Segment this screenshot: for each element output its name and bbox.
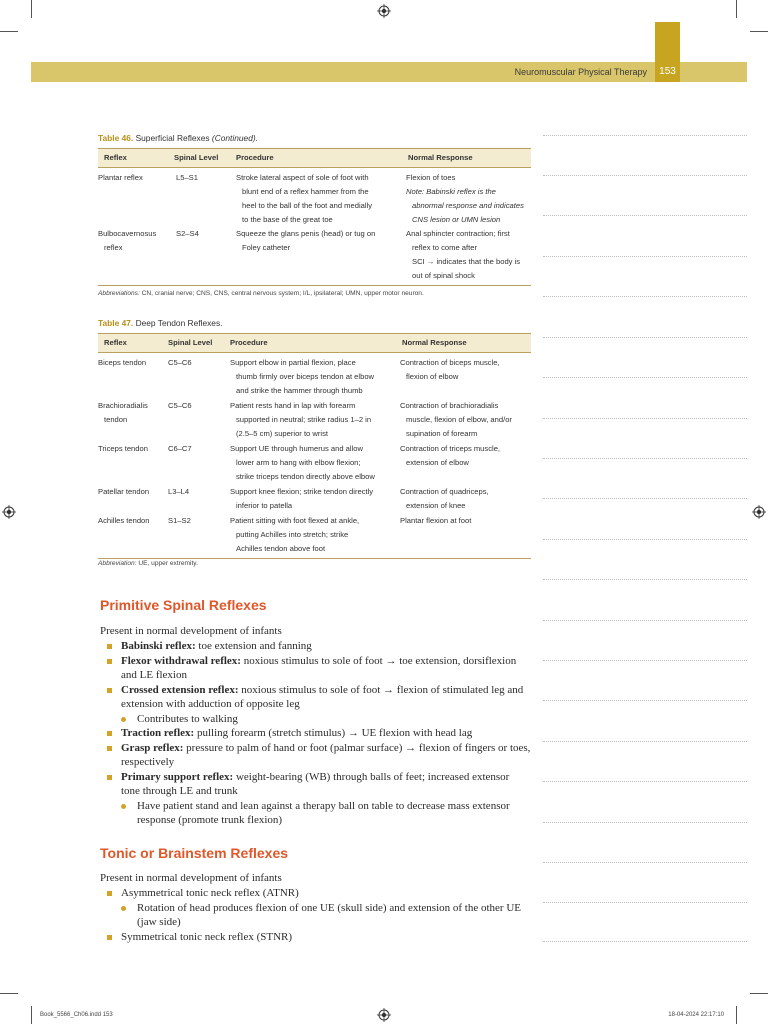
primitive-reflex-list [107,639,531,828]
reflex-cell: Biceps tendon [98,358,147,367]
response-cell: Anal sphincter contraction; first reflex to come after SCI → indicates that the body is out of spinal shock [402,227,531,286]
level-cell: L5–S1 [176,173,198,182]
sub-list-item: Rotation of head produces flexion of one UE (skull side) and extension of the other UE (jaw side) [107,901,531,930]
table47-caption: Table 47. Deep Tendon Reflexes. [98,318,223,328]
level-cell: S2–S4 [168,227,230,286]
crop-mark [736,1006,737,1024]
list-item: Primary support reflex: weight-bearing (WB) through balls of feet; increased extensor tone through LE and trunk [107,770,531,799]
table46-caption: Table 46. Superficial Reflexes (Continued). [98,133,258,143]
list-item: Symmetrical tonic neck reflex (STNR) [107,930,531,945]
list-item: Traction reflex: pulling forearm (stretch stimulus) → UE flexion with head lag [107,726,531,741]
crop-mark [31,0,32,18]
section-intro: Present in normal development of infants [100,625,282,637]
reflex-cell: Achilles tendon [98,513,162,559]
table-row [98,168,531,228]
table47-abbreviation: Abbreviation: UE, upper extremity. [98,560,198,567]
sub-list-item: Contributes to walking [107,712,531,727]
response-cell: Plantar flexion at foot [396,513,531,559]
response-cell: Contraction of biceps muscle, flexion of elbow [400,358,500,381]
table-row [98,353,531,399]
sub-list-item: Have patient stand and lean against a therapy ball on table to decrease mass extensor response (promote trunk flexion) [107,799,531,828]
procedure-cell: Support elbow in partial flexion, place thumb firmly over biceps tendon at elbow and strike the hammer through thumb [230,358,375,395]
list-item: Flexor withdrawal reflex: noxious stimulus to sole of foot → toe extension, dorsiflexion and LE flexion [107,654,531,683]
list-item: Babinski reflex: toe extension and fanning [107,639,531,654]
list-item: Asymmetrical tonic neck reflex (ATNR) [107,886,531,901]
procedure-cell: Patient rests hand in lap with forearm supported in neutral; strike radius 1–2 in (2.5–5 cm) superior to wrist [230,401,372,438]
footer-file: Book_5566_Ch06.indd 153 [40,1012,113,1018]
column-header: Normal Response [396,334,531,353]
table46-abbreviations: Abbreviations: CN, cranial nerve; CNS, CNS, central nervous system; I/L, ipsilateral; UMN, upper motor neuron. [98,290,424,297]
registration-mark-icon [377,1008,391,1022]
level-cell: C6–C7 [168,444,192,453]
column-header: Spinal Level [162,334,224,353]
crop-mark [736,0,737,18]
level-cell: C5–C6 [168,358,192,367]
table46 [98,148,531,286]
table-row [98,398,531,441]
crop-mark [750,31,768,32]
response-cell: Flexion of toes Note: Babinski reflex is the abnormal response and indicates CNS lesion or UMN lesion [406,173,524,224]
registration-mark-icon [2,505,16,519]
response-cell: Contraction of brachioradialis muscle, flexion of elbow, and/or supination of forearm [400,401,512,438]
table47 [98,333,531,559]
table-header-row [98,149,531,168]
procedure-cell: Stroke lateral aspect of sole of foot with blunt end of a reflex hammer from the heel to the ball of the foot and medially to the base of the great toe [236,173,373,224]
column-header: Procedure [230,149,402,168]
reflex-cell: Plantar reflex [98,173,143,182]
reflex-cell: Bulbocavernosus reflex [98,227,168,286]
table-row [98,513,531,559]
level-cell: S1–S2 [162,513,224,559]
column-header: Reflex [98,334,162,353]
level-cell: L3–L4 [168,487,190,496]
crop-mark [31,1006,32,1024]
level-cell: C5–C6 [168,401,192,410]
table-row [98,227,531,286]
procedure-cell: Support UE through humerus and allow lower arm to hang with elbow flexion; strike triceps tendon directly above elbow [230,444,375,481]
crop-mark [0,31,18,32]
crop-mark [0,993,18,994]
procedure-cell: Support knee flexion; strike tendon directly inferior to patella [230,487,374,510]
section-heading: Tonic or Brainstem Reflexes [100,845,289,861]
table-header-row [98,334,531,353]
section-intro: Present in normal development of infants [100,872,282,884]
reflex-cell: Brachioradialis tendon [98,401,148,424]
column-header: Reflex [98,149,168,168]
column-header: Spinal Level [168,149,230,168]
registration-mark-icon [752,505,766,519]
list-item: Crossed extension reflex: noxious stimulus to sole of foot → flexion of stimulated leg and extension with adduction of opposite leg [107,683,531,712]
registration-mark-icon [377,4,391,18]
tonic-reflex-list [107,886,531,944]
footer-timestamp: 18-04-2024 22:17:10 [668,1012,724,1018]
table-row [98,441,531,484]
reflex-cell: Patellar tendon [98,487,150,496]
section-heading: Primitive Spinal Reflexes [100,597,267,613]
list-item: Grasp reflex: pressure to palm of hand or foot (palmar surface) → flexion of fingers or toes, respectively [107,741,531,770]
response-cell: Contraction of quadriceps, extension of knee [400,487,489,510]
reflex-cell: Triceps tendon [98,444,148,453]
response-cell: Contraction of triceps muscle, extension of elbow [400,444,501,467]
column-header: Procedure [224,334,396,353]
table-row [98,484,531,513]
procedure-cell: Squeeze the glans penis (head) or tug on Foley catheter [230,227,402,286]
procedure-cell: Patient sitting with foot flexed at ankle, putting Achilles into stretch; strike Achilles tendon above foot [224,513,396,559]
page-number: 153 [659,66,676,77]
crop-mark [750,993,768,994]
running-title: Neuromuscular Physical Therapy [514,67,647,77]
column-header: Normal Response [402,149,531,168]
